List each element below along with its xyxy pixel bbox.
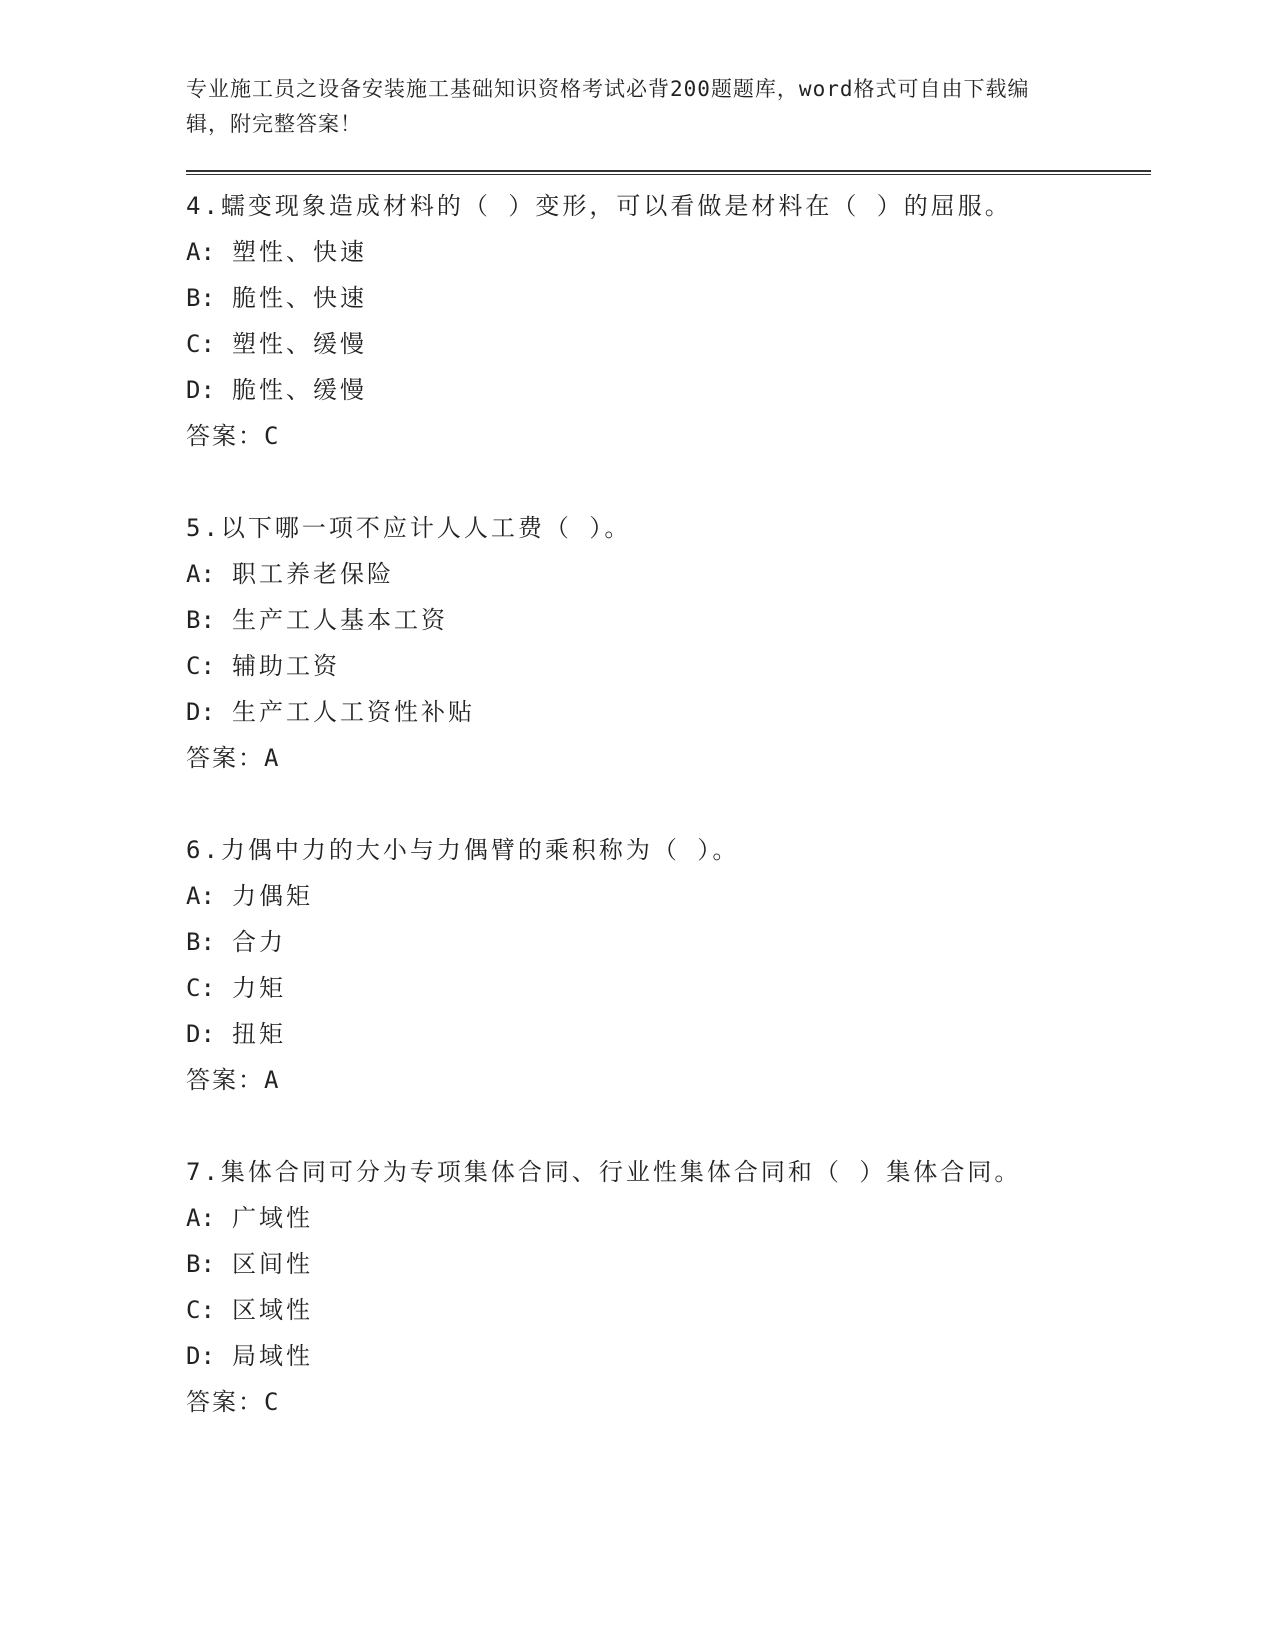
option-letter: B: [186,606,215,634]
option-letter: D: [186,376,215,404]
option-letter: A: [186,238,215,266]
option-b [186,919,1146,965]
option-letter: A: [186,1204,215,1232]
option-text: 区间性 [232,1250,313,1278]
option-text: 扭矩 [232,1020,286,1048]
option-letter: B: [186,928,215,956]
question-stem: 5.以下哪一项不应计人人工费（ ）。 [186,514,632,542]
option-c [186,965,1146,1011]
option-a [186,551,1146,597]
option-text: 生产工人工资性补贴 [232,698,475,726]
answer-line: 答案：A [186,1066,281,1094]
option-b [186,275,1146,321]
option-d [186,689,1146,735]
question-5 [186,505,1146,781]
question-stem: 4.蠕变现象造成材料的（ ）变形，可以看做是材料在（ ）的屈服。 [186,192,1012,220]
option-text: 生产工人基本工资 [232,606,448,634]
question-6 [186,827,1146,1103]
option-a [186,1195,1146,1241]
option-text: 区域性 [232,1296,313,1324]
option-c [186,321,1146,367]
option-d [186,1011,1146,1057]
question-7 [186,1149,1146,1425]
option-letter: C: [186,974,215,1002]
option-b [186,1241,1146,1287]
option-text: 脆性、快速 [232,284,367,312]
option-letter: C: [186,330,215,358]
option-text: 塑性、缓慢 [232,330,367,358]
option-letter: A: [186,560,215,588]
option-letter: C: [186,652,215,680]
option-letter: D: [186,698,215,726]
option-letter: D: [186,1020,215,1048]
option-text: 合力 [232,928,286,956]
option-text: 力偶矩 [232,882,313,910]
question-list [186,183,1146,1425]
option-c [186,643,1146,689]
document-header: 专业施工员之设备安装施工基础知识资格考试必背200题题库，word格式可自由下载编辑，附完整答案！ [186,77,1030,136]
option-d [186,1333,1146,1379]
header-divider [186,170,1151,175]
option-letter: B: [186,284,215,312]
option-text: 广域性 [232,1204,313,1232]
question-stem: 6.力偶中力的大小与力偶臂的乘积称为（ ）。 [186,836,740,864]
option-a [186,229,1146,275]
option-letter: A: [186,882,215,910]
option-letter: D: [186,1342,215,1370]
question-4 [186,183,1146,459]
option-c [186,1287,1146,1333]
answer-line: 答案：A [186,744,281,772]
option-text: 塑性、快速 [232,238,367,266]
option-letter: B: [186,1250,215,1278]
option-text: 局域性 [232,1342,313,1370]
document-page [186,72,1146,1471]
answer-line: 答案：C [186,422,281,450]
option-text: 脆性、缓慢 [232,376,367,404]
option-b [186,597,1146,643]
option-d [186,367,1146,413]
option-text: 职工养老保险 [232,560,394,588]
question-stem: 7.集体合同可分为专项集体合同、行业性集体合同和（ ）集体合同。 [186,1158,1022,1186]
option-text: 力矩 [232,974,286,1002]
option-letter: C: [186,1296,215,1324]
option-text: 辅助工资 [232,652,340,680]
answer-line: 答案：C [186,1388,281,1416]
option-a [186,873,1146,919]
